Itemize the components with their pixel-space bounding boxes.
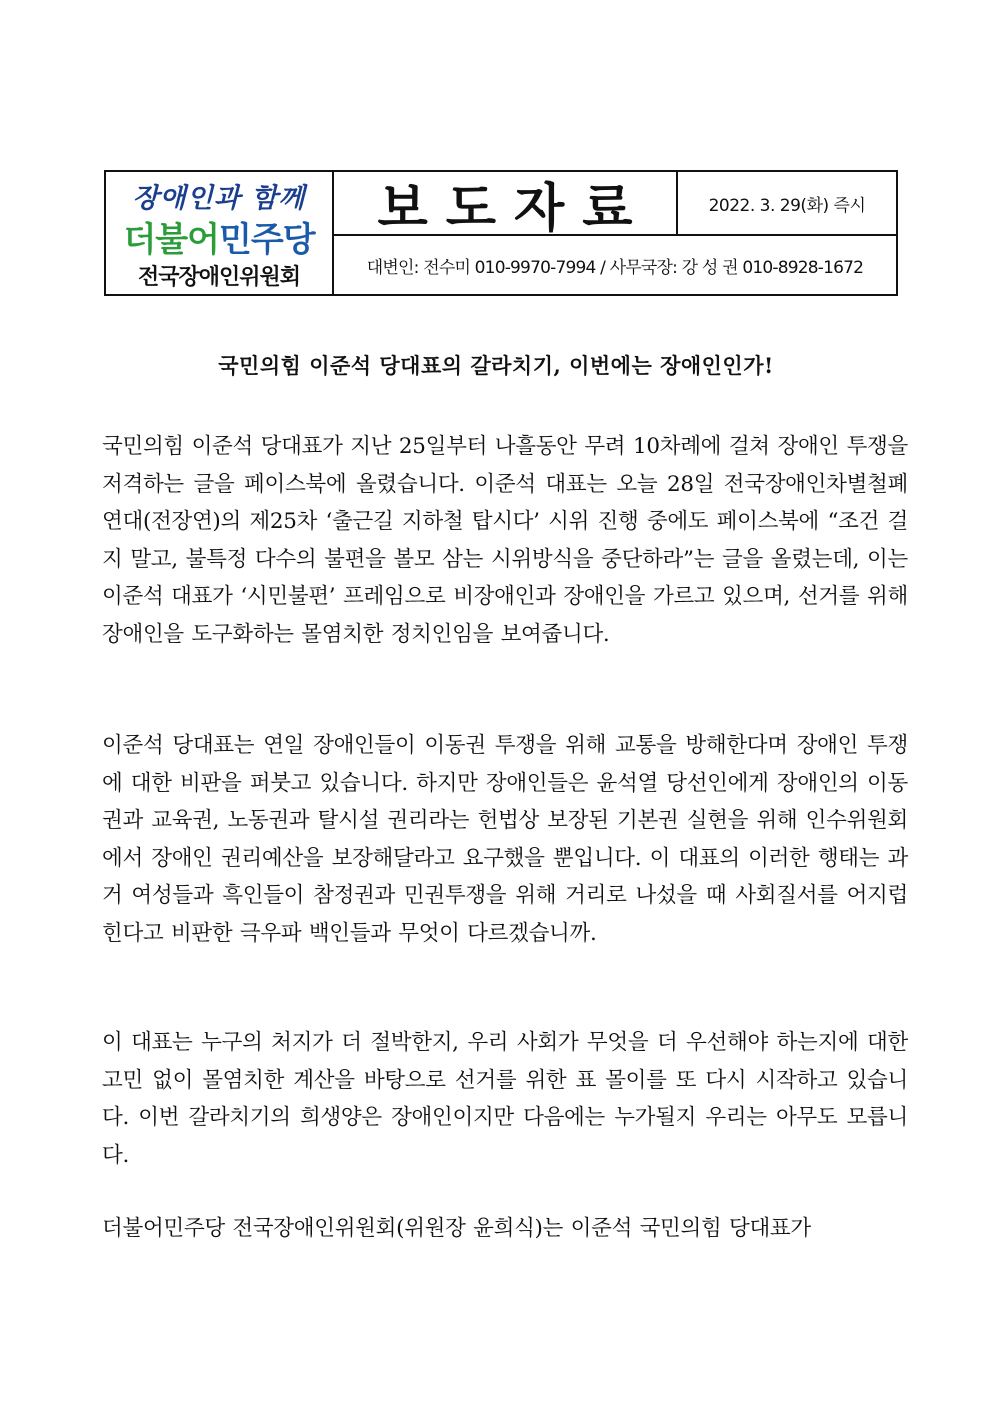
logo-party-name xyxy=(106,212,332,261)
logo-party-name-part1: 더불어 xyxy=(123,220,219,260)
logo-committee-name: 전국장애인위원회 xyxy=(137,265,301,290)
release-date: 2022. 3. 29(화) 즉시 xyxy=(678,172,896,236)
headline: 국민의힘 이준석 당대표의 갈라치기, 이번에는 장애인인가! xyxy=(218,353,774,378)
body-paragraph-3: 이 대표는 누구의 처지가 더 절박한지, 우리 사회가 무엇을 더 우선해야 하는지에 대한 고민 없이 몰염치한 계산을 바탕으로 선거를 위한 표 몰이를 또 다시 시작하고 있습니다. 이번 갈라치기의 희생양은 장애인이지만 다음에는 누가될지 우리는 아무도 모릅니다. xyxy=(102,1030,908,1168)
document-title: 보도자료 xyxy=(377,178,651,239)
title-cell xyxy=(334,172,678,239)
logo-slogan: 장애인과 함께 xyxy=(132,183,306,214)
press-release-header xyxy=(104,170,898,296)
body-paragraph-4: 더불어민주당 전국장애인위원회(위원장 윤희식)는 이준석 국민의힘 당대표가 xyxy=(102,1216,811,1241)
body-paragraph-2: 이준석 당대표는 연일 장애인들이 이동권 투쟁을 위해 교통을 방해한다며 장애인 투쟁에 대한 비판을 퍼붓고 있습니다. 하지만 장애인들은 윤석열 당선인에게 장애인의 이동권과 교육권, 노동권과 탈시설 권리라는 헌법상 보장된 기본권 실현을 위해 인수위원회에서 장애인 권리예산을 보장해달라고 요구했을 뿐입니다. 이 대표의 이러한 행태는 과거 여성들과 흑인들이 참정권과 민권투쟁을 위해 거리로 나섰을 때 사회질서를 어지럽힌다고 비판한 극우파 백인들과 무엇이 다르겠습니까. xyxy=(102,733,908,946)
contact-info: 대변인: 전수미 010-9970-7994 / 사무국장: 강 성 권 010-8928-1672 xyxy=(366,257,864,278)
party-logo xyxy=(106,172,334,294)
body-paragraph-1: 국민의힘 이준석 당대표가 지난 25일부터 나흘동안 무려 10차례에 걸쳐 장애인 투쟁을 저격하는 글을 페이스북에 올렸습니다. 이준석 대표는 오늘 28일 전국장애인차별철폐연대(전장연)의 제25차 ‘출근길 지하철 탑시다’ 시위 진행 중에도 페이스북에 “조건 걸지 말고, 불특정 다수의 불편을 볼모 삼는 시위방식을 중단하라”는 글을 올렸는데, 이는 이준석 대표가 ‘시민불편’ 프레임으로 비장애인과 장애인을 가르고 있으며, 선거를 위해 장애인을 도구화하는 몰염치한 정치인임을 보여줍니다. xyxy=(102,434,908,647)
logo-party-name-part2: 민주당 xyxy=(219,220,315,260)
